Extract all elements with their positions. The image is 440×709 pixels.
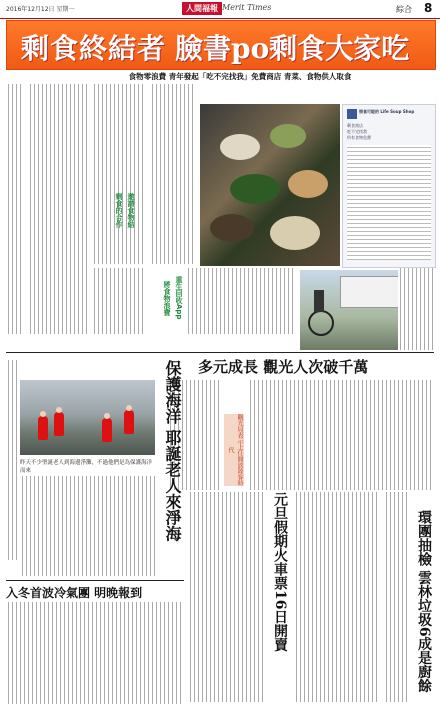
article-column (92, 84, 146, 264)
headline-left: 剩食終結者 (21, 32, 167, 65)
article-column (294, 492, 380, 702)
article-column (248, 380, 434, 490)
article-column (186, 268, 296, 334)
facebook-post-screenshot (342, 104, 436, 268)
sidebar-label: 邀請食物結 (127, 192, 135, 228)
fb-post-line: 所有食物免費 (347, 135, 371, 140)
fb-post-line: 吃不完找我 (347, 129, 367, 134)
divider (6, 352, 434, 353)
fb-page-name: 惜食可能的 Life Soup Shop (359, 109, 415, 114)
ocean-headline: 保護海洋 耶誕老人來淨海 (163, 360, 182, 542)
tourism-subhead: 觀光局表示上任開放陸客時代 (224, 414, 244, 486)
section-name: 綜合 (396, 5, 412, 14)
article-column (150, 84, 196, 264)
fb-post-line: 剩食商店 (347, 123, 363, 128)
newspaper-english-name: Merit Times (222, 3, 272, 12)
sidebar-label: 重生回收App (175, 276, 183, 320)
article-column (6, 602, 184, 704)
santa-beach-cleanup-photo (20, 380, 155, 455)
page-header (0, 0, 440, 19)
issue-date: 2016年12月12日 星期一 (6, 6, 75, 13)
article-column (188, 492, 264, 702)
article-column (28, 84, 88, 334)
sidebar-label: 將食物浪費 (163, 280, 171, 316)
divider (6, 580, 184, 581)
fb-comments (347, 145, 431, 260)
article-column (398, 268, 434, 350)
article-column (6, 360, 18, 560)
avatar (347, 109, 357, 119)
article-column (384, 492, 410, 702)
article-column (6, 84, 24, 334)
page-number: 8 (424, 1, 433, 15)
photo-caption: 昨天不少聖誕老人到海邊淨灘，不過他們是為保護海洋而來 (20, 460, 153, 474)
headline-subtitle: 食物零浪費 青年發起「吃不完找我」免費商店 青菜、食物供人取食 (128, 72, 352, 81)
article-column (20, 476, 156, 576)
main-headline-banner (6, 20, 436, 70)
tourism-headline: 多元成長 觀光人次破千萬 (198, 358, 369, 376)
cold-front-headline: 入冬首波冷氣團 明晚報到 (6, 586, 143, 600)
headline-right: 臉書po剩食大家吃 (175, 32, 410, 65)
train-headline: 元旦假期火車票16日開賣 (272, 492, 288, 652)
newspaper-logo: 人間福報 (182, 2, 222, 15)
waste-headline: 環團抽檢 雲林垃圾6成是廚餘 (416, 510, 432, 693)
food-table-photo (200, 104, 340, 266)
sidebar-label: 剩食的合作 (115, 192, 123, 228)
article-column (92, 268, 146, 334)
